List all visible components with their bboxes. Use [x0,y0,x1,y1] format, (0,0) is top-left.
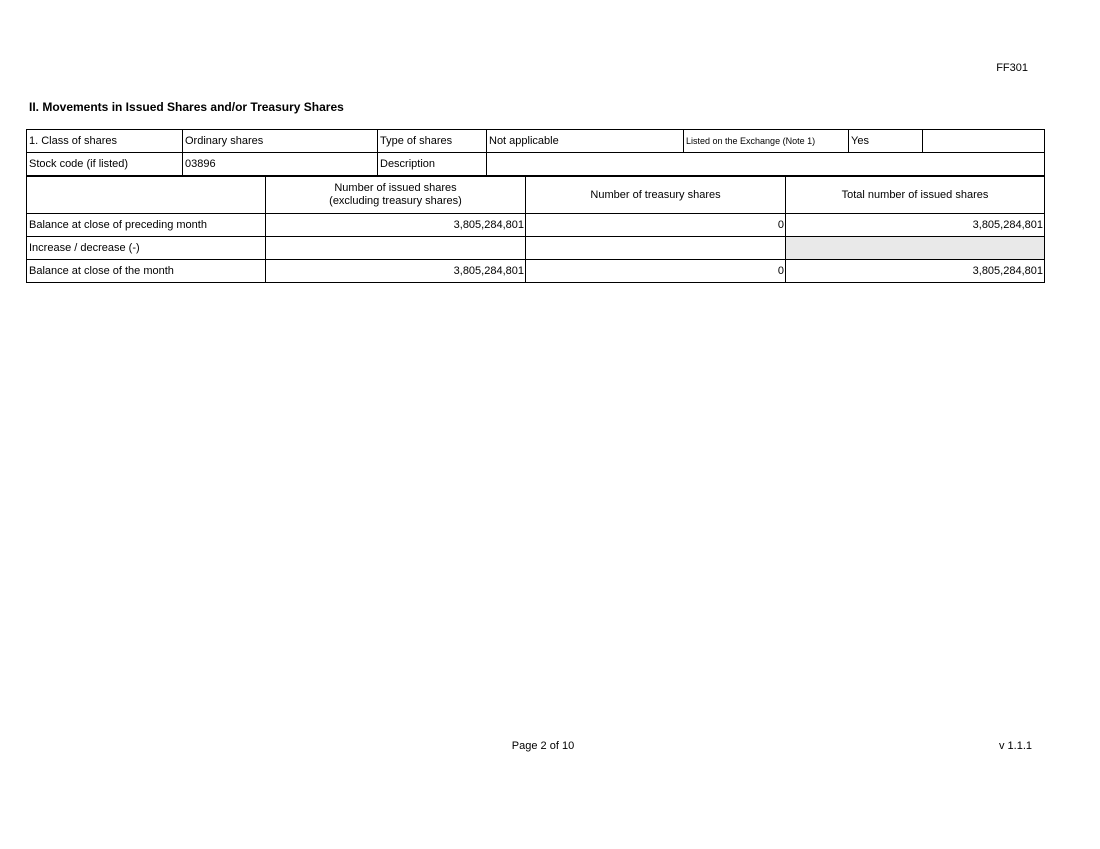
section-title: II. Movements in Issued Shares and/or Treasury Shares [29,100,344,114]
type-of-shares-value: Not applicable [487,130,684,153]
treasury-shares-value: 0 [526,260,786,283]
table-row [27,260,1045,283]
total-shares-value: 3,805,284,801 [786,214,1045,237]
page-number: Page 2 of 10 [511,740,575,752]
row-label: Increase / decrease (-) [27,237,266,260]
row-label: Balance at close of preceding month [27,214,266,237]
row-label: Balance at close of the month [27,260,266,283]
form-code: FF301 [996,62,1028,74]
version-label: v 1.1.1 [998,740,1032,752]
share-class-table [26,129,1045,176]
listed-extra-cell [923,130,1045,153]
stock-code-value: 03896 [183,153,378,176]
class-of-shares-value: Ordinary shares [183,130,378,153]
balance-table [26,176,1045,283]
treasury-shares-value [526,237,786,260]
class-of-shares-label: 1. Class of shares [27,130,183,153]
header-blank-cell [27,177,266,214]
description-label: Description [378,153,487,176]
treasury-shares-value: 0 [526,214,786,237]
listed-label: Listed on the Exchange (Note 1) [684,130,849,153]
issued-shares-value [266,237,526,260]
table-row [27,214,1045,237]
header-total-shares: Total number of issued shares [786,177,1045,214]
total-shares-value [786,237,1045,260]
description-value [487,153,1045,176]
total-shares-value: 3,805,284,801 [786,260,1045,283]
issued-shares-value: 3,805,284,801 [266,260,526,283]
header-treasury-shares: Number of treasury shares [526,177,786,214]
listed-value: Yes [849,130,923,153]
stock-code-row [27,153,1045,176]
balance-header-row [27,177,1045,214]
stock-code-label: Stock code (if listed) [27,153,183,176]
type-of-shares-label: Type of shares [378,130,487,153]
table-row [27,237,1045,260]
header-issued-shares [266,177,526,214]
header-issued-line2: (excluding treasury shares) [329,195,462,207]
header-issued-line1: Number of issued shares [334,182,457,194]
class-row [27,130,1045,153]
issued-shares-value: 3,805,284,801 [266,214,526,237]
